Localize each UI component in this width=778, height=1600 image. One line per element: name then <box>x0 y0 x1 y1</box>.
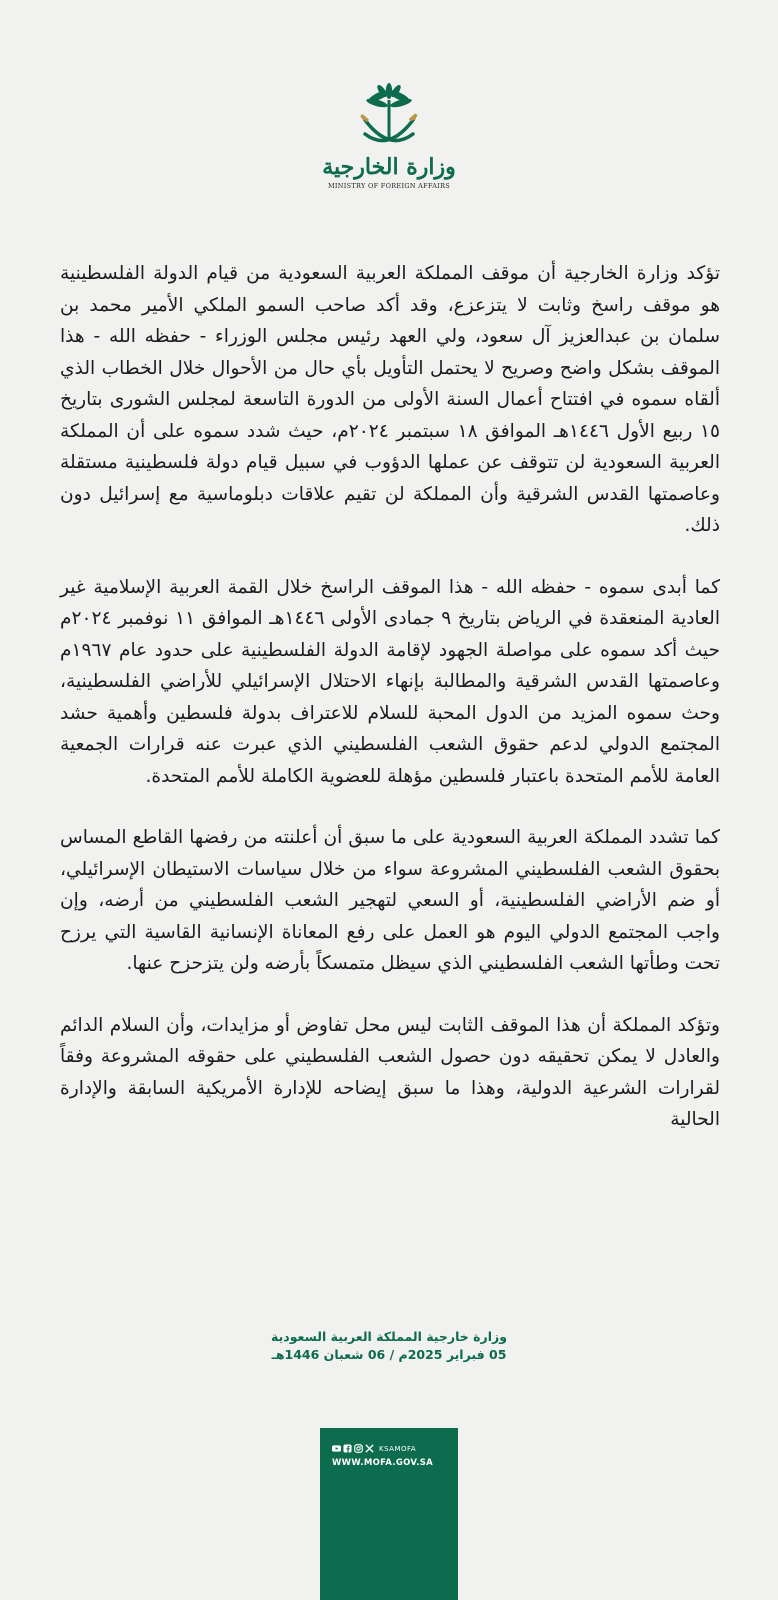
signature-ministry: وزارة خارجية المملكة العربية السعودية <box>271 1329 507 1344</box>
footer-contact-box <box>320 1428 458 1600</box>
signature-date: 05 فبراير 2025م / 06 شعبان 1446هـ <box>271 1347 507 1362</box>
statement-paragraph-3: كما تشدد المملكة العربية السعودية على ما سبق أن أعلنته من رفضها القاطع المساس بحقوق الشعب الفلسطيني المشروعة سواء من خلال سياسات الاستيطان الإسرائيلي، أو ضم الأراضي الفلسطينية، أو السعي لتهجير الشعب الفلسطيني من أرضه، وإن واجب المجتمع الدولي اليوم هو العمل على رفع المعاناة الإنسانية القاسية التي يرزح تحت وطأتها الشعب الفلسطيني الذي سيظل متمسكاً بأرضه ولن يتزحزح عنها. <box>60 827 720 974</box>
ministry-name-arabic: وزارة الخارجية <box>322 154 456 180</box>
statement-paragraph-4: وتؤكد المملكة أن هذا الموقف الثابت ليس محل تفاوض أو مزايدات، وأن السلام الدائم والعادل لا يمكن تحقيقه دون حصول الشعب الفلسطيني على حقوقه المشروعة وفقاً لقرارات الشرعية الدولية، وهذا ما سبق إيضاحه للإدارة الأمريكية السابقة والإدارة الحالية <box>60 1014 720 1130</box>
ministry-name-english: MINISTRY OF FOREIGN AFFAIRS <box>327 182 451 190</box>
ministry-header <box>0 82 778 190</box>
signature-block <box>0 1328 778 1364</box>
x-icon[interactable] <box>365 1444 374 1453</box>
website-url[interactable]: WWW.MOFA.GOV.SA <box>332 1458 434 1468</box>
instagram-icon[interactable] <box>354 1444 363 1453</box>
saudi-emblem-icon <box>351 82 427 154</box>
social-handle: KSAMOFA <box>379 1444 417 1453</box>
statement-paragraph-1: تؤكد وزارة الخارجية أن موقف المملكة العربية السعودية من قيام الدولة الفلسطينية هو موقف راسخ وثابت لا يتزعزع، وقد أكد صاحب السمو الملكي الأمير محمد بن سلمان بن عبدالعزيز آل سعود، ولي العهد رئيس مجلس الوزراء - حفظه الله - هذا الموقف بشكل واضح وصريح لا يحتمل التأويل بأي حال من الأحوال خلال الخطاب الذي ألقاه سموه في افتتاح أعمال السنة الأولى من الدورة التاسعة لمجلس الشورى بتاريخ ١٥ ربيع الأول ١٤٤٦هـ الموافق ١٨ سبتمبر ٢٠٢٤م، حيث شدد سموه على أن المملكة العربية السعودية لن تتوقف عن عملها الدؤوب في سبيل قيام دولة فلسطينية مستقلة وعاصمتها القدس الشرقية وأن المملكة لن تقيم علاقات دبلوماسية مع إسرائيل دون ذلك. <box>60 263 721 536</box>
footer-social-row <box>332 1444 450 1453</box>
facebook-icon[interactable] <box>343 1444 352 1453</box>
statement-paragraph-2: كما أبدى سموه - حفظه الله - هذا الموقف الراسخ خلال القمة العربية الإسلامية غير العادية المنعقدة في الرياض بتاريخ ٩ جمادى الأولى ١٤٤٦هـ الموافق ١١ نوفمبر ٢٠٢٤م حيث أكد سموه على مواصلة الجهود لإقامة الدولة الفلسطينية على حدود عام ١٩٦٧م وعاصمتها القدس الشرقية والمطالبة بإنهاء الاحتلال الإسرائيلي للأراضي الفلسطينية، وحث سموه المزيد من الدول المحبة للسلام للاعتراف بدولة فلسطين وأهمية حشد المجتمع الدولي لدعم حقوق الشعب الفلسطيني الذي عبرت عنه قرارات الجمعية العامة للأمم المتحدة باعتبار فلسطين مؤهلة للعضوية الكاملة للأمم المتحدة. <box>60 576 721 787</box>
statement-body <box>60 258 720 1166</box>
youtube-icon[interactable] <box>332 1444 341 1453</box>
